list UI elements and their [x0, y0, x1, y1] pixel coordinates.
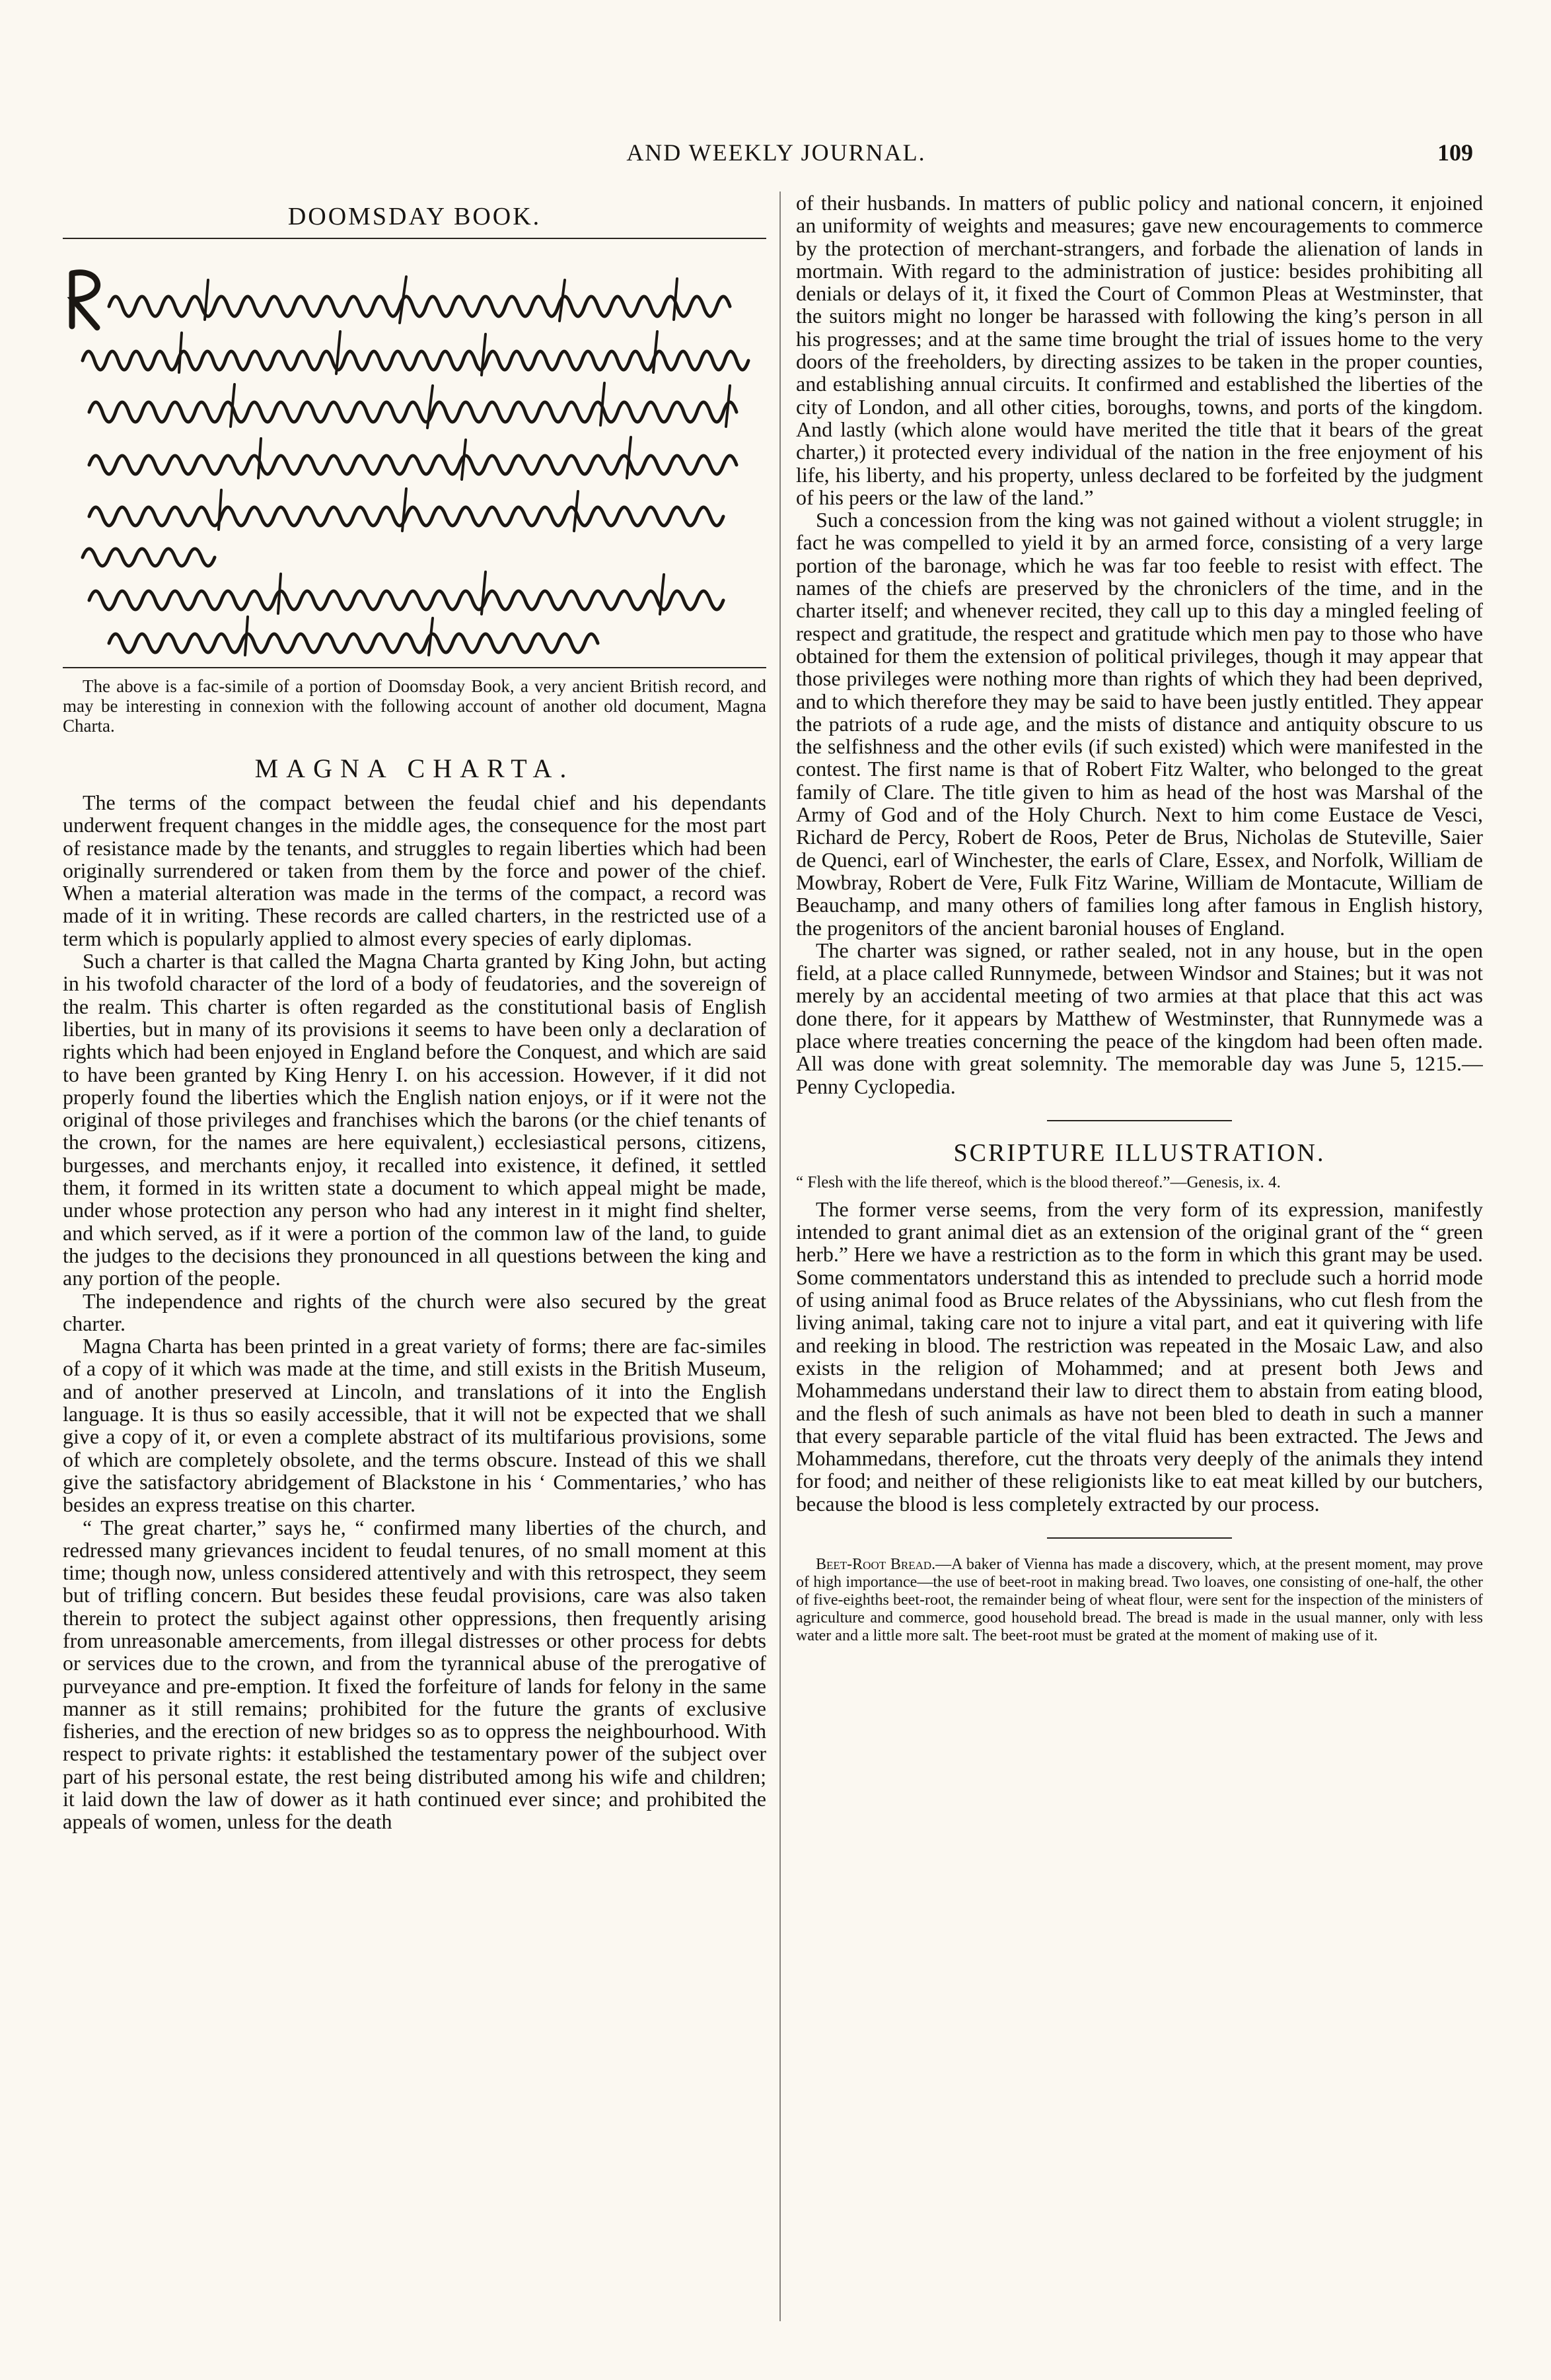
- beetroot-lead: Beet-Root Bread.: [816, 1556, 936, 1574]
- magna-paragraph-7: Such a concession from the king was not gained without a violent struggle; in fact he was compelled to yield it by an armed force, consisting of a very large portion of the baronage, which he was far too feeble to resist with effect. The names of the chiefs are preserved by the chroniclers of the time, and in the charter itself; and whenever recited, they call up to this day a mingled feeling of respect and gratitude, the respect and gratitude which men pay to those who have obtained for them the extension of political privileges, though it may appear that those privileges were nothing more than rights of which they had been deprived, and to which therefore they may be said to have been justly entitled. They appear the patriots of a rude age, and the mists of distance and antiquity obscure to us the selfishness and the other evils (if such existed) which were manifested in the contest. The first name is that of Robert Fitz Walter, who belonged to the great family of Clare. The title given to him as head of the host was Marshal of the Army of God and of the Holy Church. Next to him come Eustace de Vesci, Richard de Percy, Robert de Roos, Peter de Brus, Nicholas de Stuteville, Saier de Quenci, earl of Winchester, the earls of Clare, Essex, and Norfolk, William de Mowbray, Robert de Vere, Fulk Fitz Warine, William de Montacute, William de Beauchamp, and many others of families long after famous in English history, the progenitors of the ancient baronial houses of England.: [796, 508, 1483, 940]
- magna-charta-title: MAGNA CHARTA.: [254, 753, 575, 783]
- doomsday-title: DOOMSDAY BOOK.: [287, 203, 542, 230]
- scripture-paragraph: The former verse seems, from the very form of its expression, manifestly intended to grant animal diet as an extension of the original grant of the “ green herb.” Here we have a restriction as to the form in which this grant may be used. Some commentators understand this as intended to preclude such a horrid mode of using animal food as Bruce relates of the Abyssinians, who cut flesh from the living animal, taking care not to injure a vital part, and eat it quivering with life and reeking in blood. The restriction was repeated in the Mosaic Law, and also exists in the religion of Mohammed; and at present both Jews and Mohammedans understand their law to direct them to abstain from eating blood, and the flesh of such animals as have not been bled to death in such a manner that every separable particle of the vital fluid has been extracted. The Jews and Mohammedans, therefore, cut the throats very deeply of the animals they intend for food; and neither of these religionists like to eat meat killed by our butchers, because the blood is less completely extracted by our process.: [796, 1197, 1483, 1516]
- page-header: [79, 139, 1473, 178]
- magna-paragraph-1: The terms of the compact between the feudal chief and his dependants underwent frequent changes in the middle ages, the consequence for the most part of resistance made by the tenants, and struggles to regain liberties which had been originally surrendered or taken from them by the force and power of the chief. When a material alteration was made in the terms of the compact, a record was made of it in writing. These records are called charters, in the restricted use of a term which is popularly applied to almost every species of early diplomas.: [63, 790, 766, 950]
- caption-rule: [63, 667, 766, 668]
- left-column: [63, 198, 766, 2321]
- scripture-title: SCRIPTURE ILLUSTRATION.: [953, 1138, 1326, 1167]
- magna-paragraph-4: Magna Charta has been printed in a great variety of forms; there are fac-similes of a copy of it which was made at the time, and still exists in the British Museum, and of another preserved at Lincoln, and translations of it into the English language. It is thus so easily accessible, that it will not be expected that we shall give a copy of it, or even a complete abstract of its multifarious provisions, some of which are completely obsolete, and the terms obscure. Instead of this we shall give the satisfactory abridgement of Blackstone in his ‘ Commentaries,’ who has besides an express treatise on this charter.: [63, 1334, 766, 1517]
- manuscript-script-drawing: [63, 247, 766, 656]
- right-column: [796, 192, 1483, 2321]
- beetroot-note: [796, 1556, 1483, 1645]
- magna-paragraph-3: The independence and rights of the church were also secured by the great charter.: [63, 1288, 766, 1335]
- magna-paragraph-2: Such a charter is that called the Magna Charta granted by King John, but acting in his twofold character of the lord of a body of feudatories, and the sovereign of the realm. This charter is often regarded as the constitutional basis of English liberties, but in many of its provisions it seems to have been only a declaration of rights which had been enjoyed in England before the Conquest, and which are said to have been granted by King Henry I. on his accession. However, if it did not properly found the liberties which the English nation enjoys, or if it were not the original of those privileges and franchises which the barons (or the chief tenants of the crown, for the names are here equivalent,) ecclesiastical persons, citizens, burgesses, and merchants enjoy, it recalled into existence, it defined, it settled them, it formed in its written state a document to which appeal might be made, under whose protection any person who had any interest in it might find shelter, and which served, as if it were a portion of the common law of the land, to guide the judges to the decisions they pronounced in all questions between the king and any portion of the people.: [63, 949, 766, 1290]
- magna-paragraph-8: The charter was signed, or rather sealed, not in any house, but in the open field, at a place called Runnymede, between Windsor and Staines; but it was not merely by an accidental meeting of two armies at that place that this act was done there, for it appears by Matthew of Westminster, that Runnymede was a place where treaties concerning the peace of the kingdom had been often made. All was done with great solemnity. The memorable day was June 5, 1215.—Penny Cyclopedia.: [796, 938, 1483, 1098]
- magna-paragraph-5: “ The great charter,” says he, “ confirmed many liberties of the church, and redressed many grievances incident to feudal tenures, of no small moment at this time; though now, unless considered attentively and with this retrospect, they seem but of trifling concern. But besides these feudal provisions, care was also taken therein to protect the subject against other oppressions, then frequently arising from unreasonable amercements, from illegal distresses or other process for debts or services due to the crown, and from the tyrannical abuse of the prerogative of purveyance and pre-emption. It fixed the forfeiture of lands for felony in the same manner as it still remains; prohibited for the future the grants of exclusive fisheries, and the erection of new bridges so as to oppress the neighbourhood. With respect to private rights: it established the testamentary power of the subject over part of his personal estate, the rest being distributed among his wife and children; it laid down the law of dower as it hath continued ever since; and prohibited the appeals of women, unless for the death: [63, 1515, 766, 1834]
- section-rule-2: [1047, 1537, 1232, 1539]
- running-title: AND WEEKLY JOURNAL.: [626, 139, 926, 166]
- doomsday-caption: The above is a fac-simile of a portion of Doomsday Book, a very ancient British record, and may be interesting in connexion with the following account of another old document, Magna Charta.: [63, 676, 766, 736]
- scripture-epigraph: “ Flesh with the life thereof, which is the blood thereof.”—Genesis, ix. 4.: [796, 1173, 1281, 1191]
- page-number: 109: [1437, 139, 1473, 166]
- doomsday-facsimile-image: [63, 247, 766, 656]
- section-rule: [1047, 1120, 1232, 1121]
- magna-paragraph-6: of their husbands. In matters of public policy and national concern, it enjoined an uniformity of weights and measures; gave new encouragements to commerce by the protection of merchant-strangers, and forbade the alienation of lands in mortmain. With regard to the administration of justice: besides prohibiting all denials or delays of it, it fixed the Court of Common Pleas at Westminster, that the suitors might no longer be harassed with following the king’s person in all his progresses; and at the same time brought the trial of issues home to the very doors of the freeholders, by directing assizes to be taken in the proper counties, and establishing annual circuits. It confirmed and established the liberties of the city of London, and all other cities, boroughs, towns, and ports of the kingdom. And lastly (which alone would have merited the title that it bears of the great charter,) it protected every individual of the nation in the free enjoyment of his life, his liberty, and his property, unless declared to be forfeited by the judgment of his peers or the law of the land.”: [796, 192, 1483, 509]
- beetroot-text: —A baker of Vienna has made a discovery, which, at the present moment, may prove of high importance—the use of beet-root in making bread. Two loaves, one consisting of one-half, the other of five-eighths beet-root, the remainder being of wheat flour, were sent for the inspection of the ministers of agriculture and commerce, good household bread. The bread is made in the usual manner, only with less water and a little more salt. The beet-root must be grated at the moment of making use of it.: [796, 1556, 1483, 1645]
- column-divider: [779, 192, 781, 2321]
- doomsday-rule: [63, 238, 766, 239]
